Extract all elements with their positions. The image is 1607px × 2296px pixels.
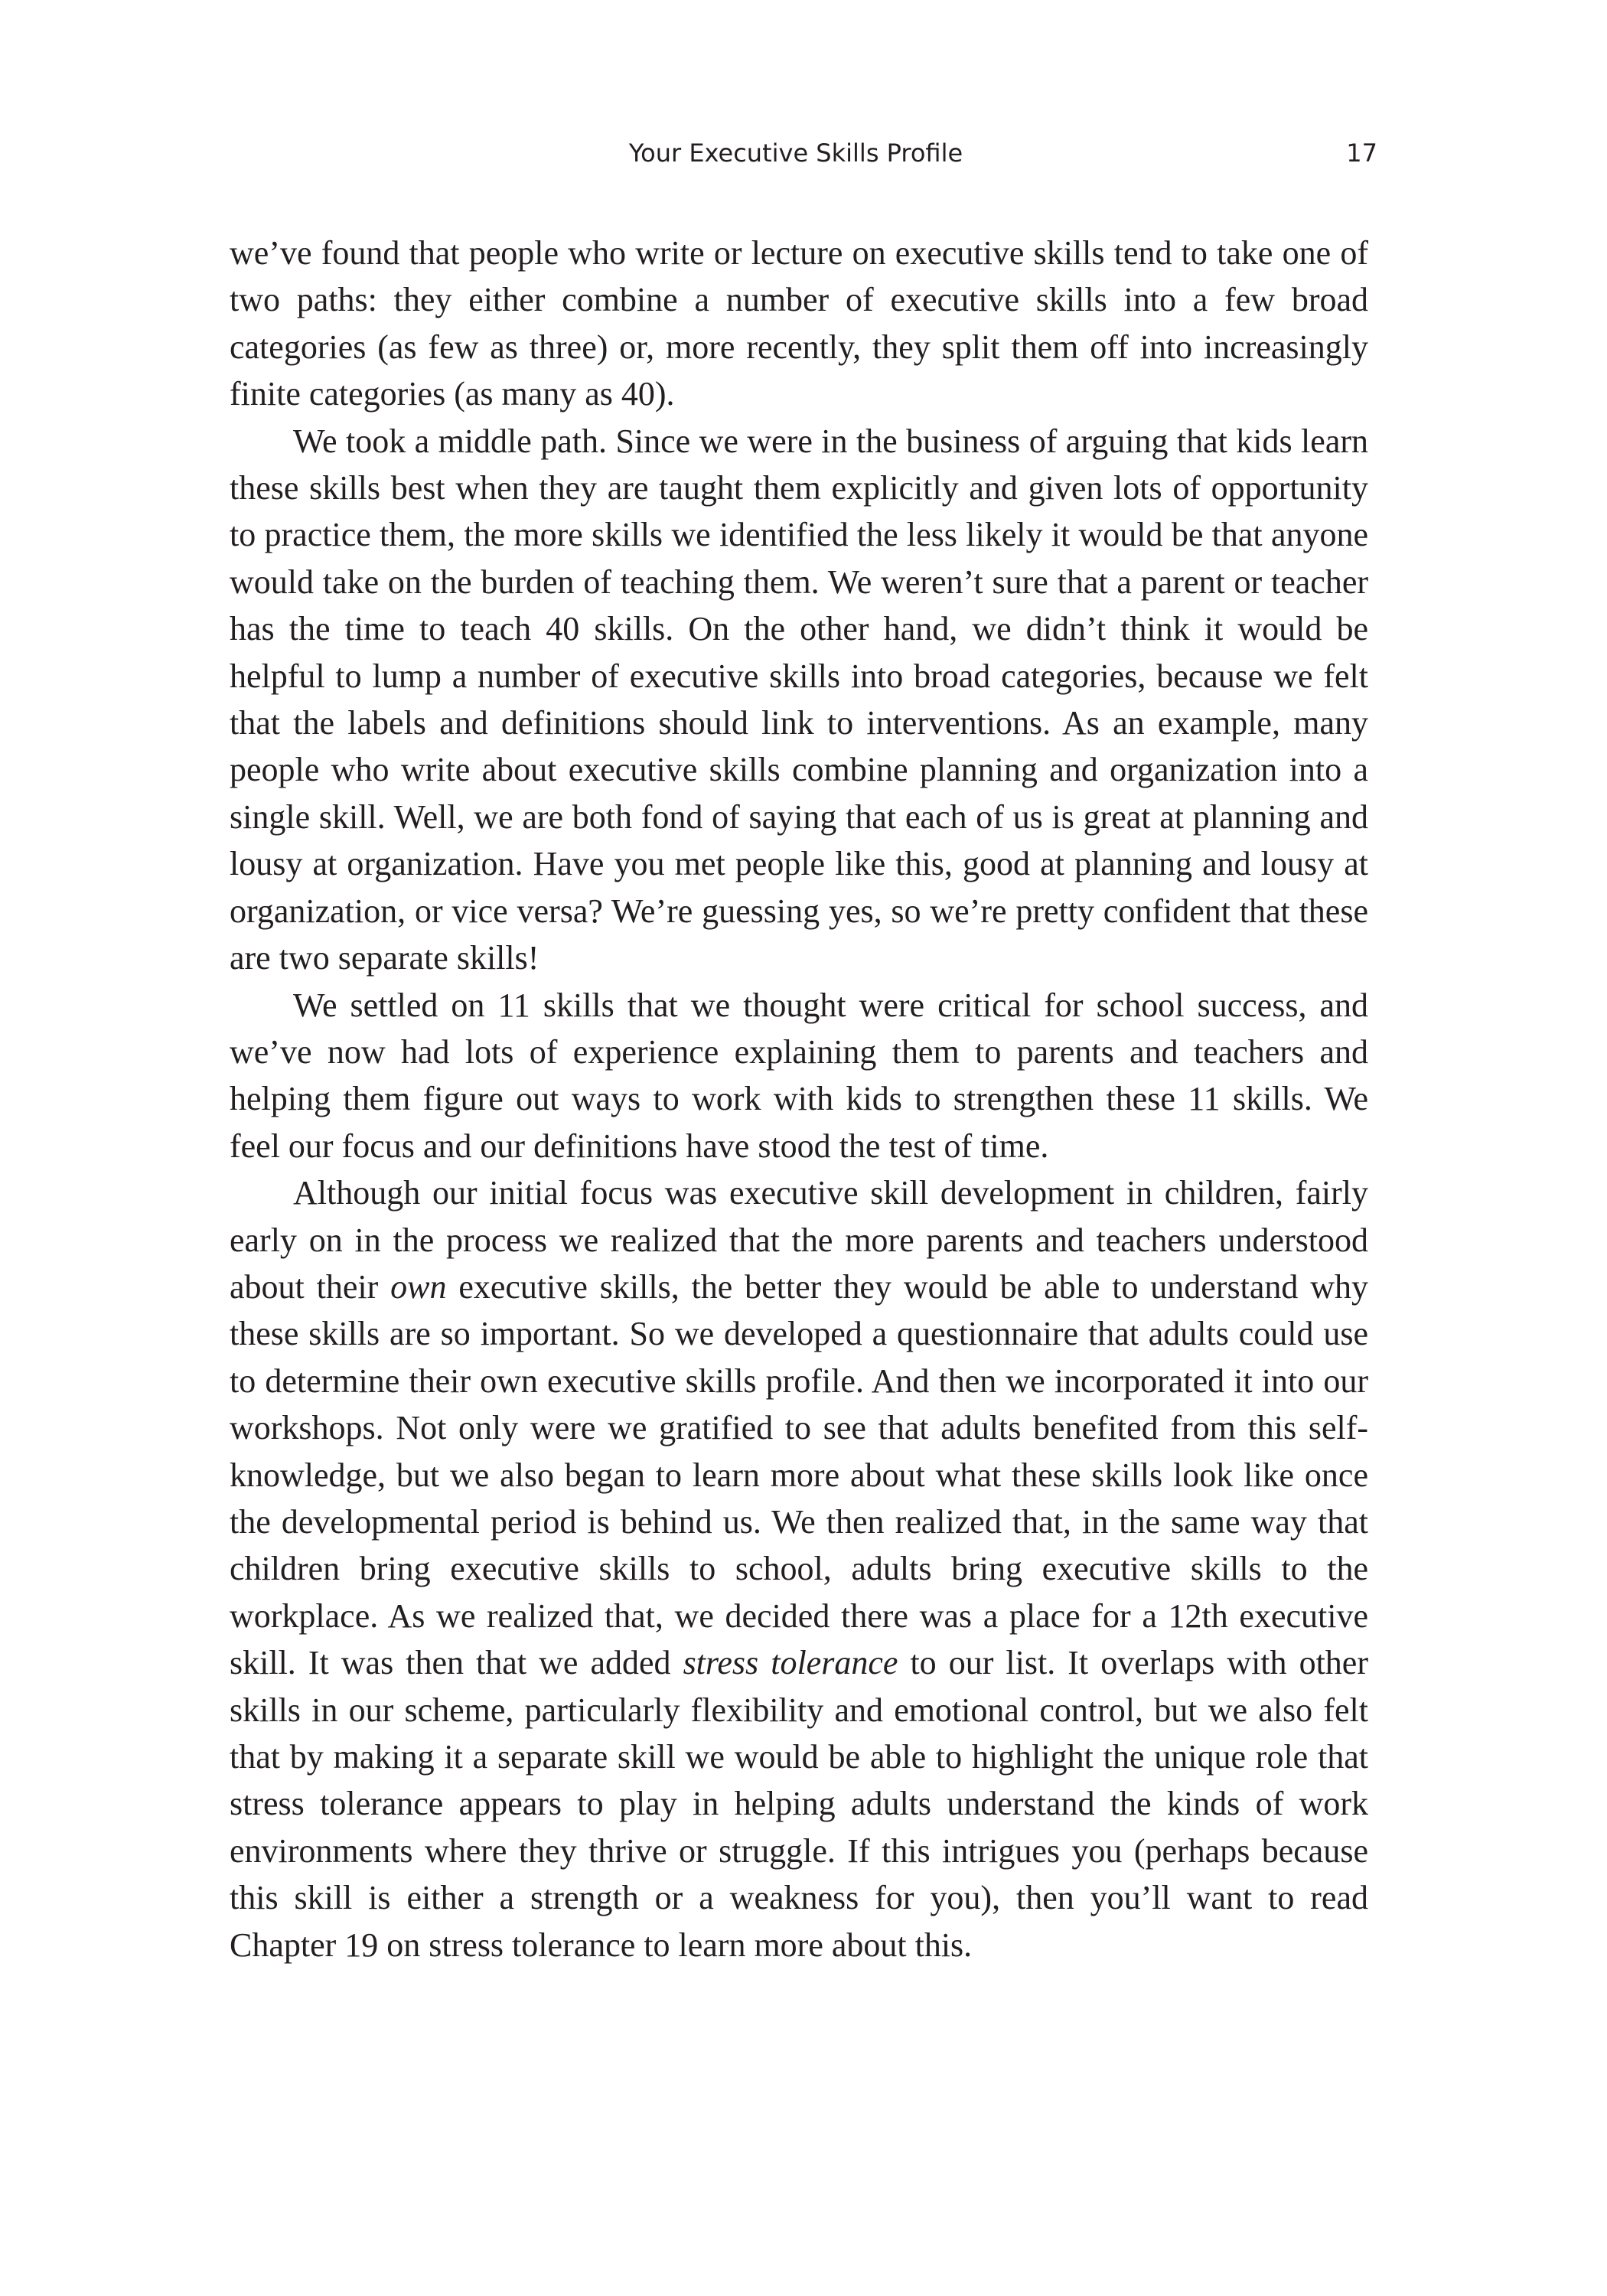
paragraph-4-part-1: Although our initial focus was executive skill development in children, fairly early on in the process we realized that the more parents and teachers understood about their	[230, 1174, 1368, 1306]
page-number: 17	[1346, 139, 1377, 168]
paragraph-4	[230, 1169, 1368, 1968]
running-head	[0, 134, 1607, 172]
paragraph-4-italic-own: own	[390, 1267, 447, 1306]
paragraph-3: We settled on 11 skills that we thought were critical for school success, and we’ve now had lots of experience explaining them to parents and teachers and helping them figure out ways to work with kids to strengthen these 11 skills. We feel our focus and our definitions have stood the test of time.	[230, 986, 1368, 1165]
running-title: Your Executive Skills Profile	[628, 139, 963, 168]
paragraph-2: We took a middle path. Since we were in the business of arguing that kids learn these skills best when they are taught them explicitly and given lots of opportunity to practice them, the more skills we identified the less likely it would be that anyone would take on the burden of teaching them. We weren’t sure that a parent or teacher has the time to teach 40 skills. On the other hand, we didn’t think it would be helpful to lump a number of executive skills into broad categories, because we felt that the labels and definitions should link to interventions. As an example, many people who write about executive skills combine planning and organization into a single skill. Well, we are both fond of saying that each of us is great at planning and lousy at organization. Have you met people like this, good at planning and lousy at organization, or vice versa? We’re guessing yes, so we’re pretty confident that these are two separate skills!	[230, 422, 1368, 977]
paragraph-4-part-3: to our list. It overlaps with other skills in our scheme, particularly flexibility and emotional control, but we also felt that by making it a separate skill we would be able to highlight the unique role that stress tolerance appears to play in helping adults understand the kinds of work environments where they thrive or struggle. If this intrigues you (perhaps because this skill is either a strength or a weakness for you), then you’ll want to read Chapter 19 on stress tolerance to learn more about this.	[230, 1644, 1368, 1964]
paragraph-4-part-2: executive skills, the better they would be able to understand why these skills are so important. So we developed a questionnaire that adults could use to determine their own executive skills profile. And then we incorporated it into our workshops. Not only were we gratified to see that adults benefited from this self-knowledge, but we also began to learn more about what these skills look like once the developmental period is behind us. We then realized that, in the same way that children bring executive skills to school, adults bring executive skills to the workplace. As we realized that, we decided there was a place for a 12th executive skill. It was then that we added	[230, 1267, 1369, 1682]
paragraph-4-italic-stress-tolerance: stress tolerance	[683, 1644, 898, 1682]
body-text	[230, 230, 1368, 1968]
paragraph-1: we’ve found that people who write or lecture on executive skills tend to take one of two paths: they either combine a number of executive skills into a few broad categories (as few as three) or, more recently, they split them off into increasingly finite categories (as many as 40).	[230, 234, 1368, 413]
